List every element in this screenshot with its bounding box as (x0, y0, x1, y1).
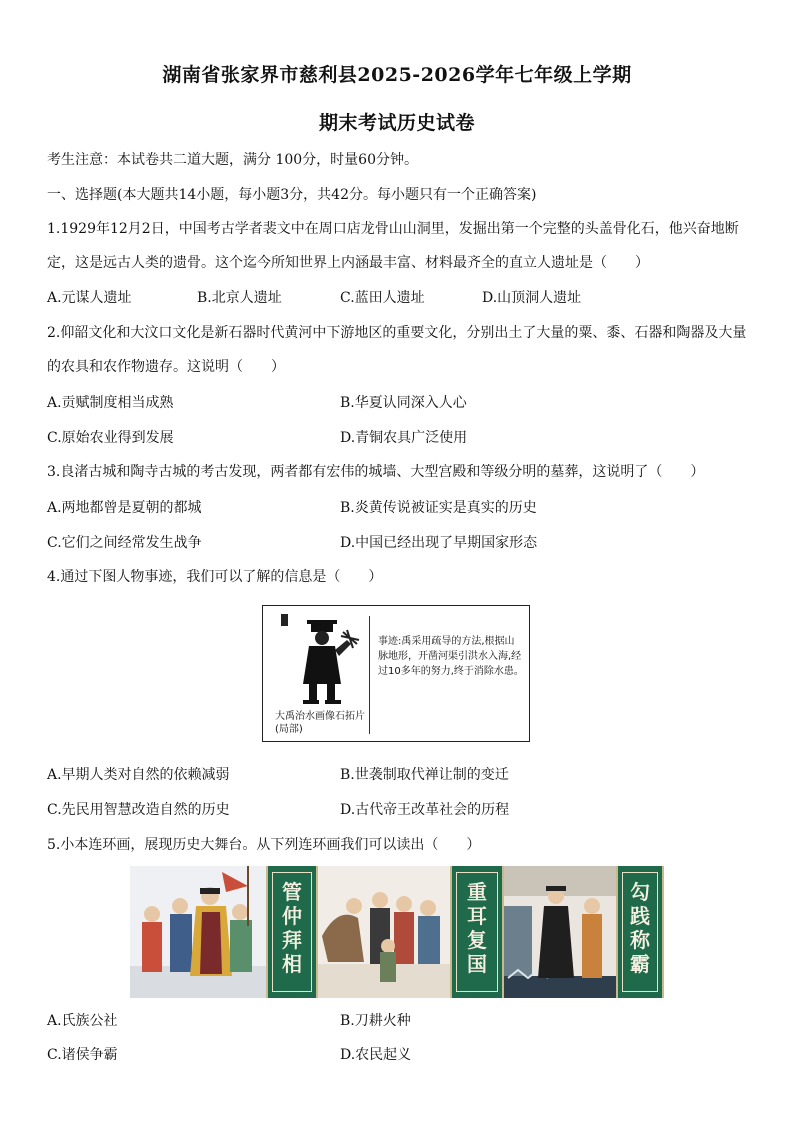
question-2-option-b[interactable]: B.华夏认同深入人心 (340, 395, 467, 411)
question-5-stem: 5.小本连环画，展现历史大舞台。从下列连环画我们可以读出（ ） (47, 837, 481, 853)
question-1-option-d[interactable]: D.山顶洞人遗址 (482, 290, 582, 306)
section-heading: 一、选择题(本大题共14小题，每小题3分，共42分。每小题只有一个正确答案) (47, 187, 537, 203)
comic-panel-3-image (504, 866, 616, 998)
question-5-option-c[interactable]: C.诸侯争霸 (47, 1047, 118, 1063)
comic-banner-3 (616, 866, 664, 998)
dayu-figure-caption: 大禹治水画像石拓片(局部) (275, 711, 365, 735)
comic-strip-figure (130, 866, 664, 998)
question-4-option-d[interactable]: D.古代帝王改革社会的历程 (340, 802, 510, 818)
question-5-option-b[interactable]: B.刀耕火种 (340, 1013, 411, 1029)
question-4-option-a[interactable]: A.早期人类对自然的依赖减弱 (47, 767, 230, 783)
question-4-stem: 4.通过下图人物事迹，我们可以了解的信息是（ ） (47, 569, 383, 585)
question-2-option-d[interactable]: D.青铜农具广泛使用 (340, 430, 468, 446)
comic-banner-2-text: 重耳复国 (467, 880, 487, 976)
question-2-option-c[interactable]: C.原始农业得到发展 (47, 430, 174, 446)
comic-panel-1-image (130, 866, 266, 998)
question-2-stem-line2: 的农具和农作物遗存。这说明（ ） (47, 359, 285, 375)
question-4-option-c[interactable]: C.先民用智慧改造自然的历史 (47, 802, 230, 818)
question-1-stem-line2: 定，这是远古人类的遗骨。这个迄今所知世界上内涵最丰富、材料最齐全的直立人遗址是（ ） (47, 255, 649, 271)
question-1-option-a[interactable]: A.元谋人遗址 (47, 290, 132, 306)
exam-notice: 考生注意：本试卷共二道大题，满分 100分，时量60分钟。 (47, 152, 418, 168)
comic-banner-3-text: 勾践称霸 (630, 880, 650, 976)
dayu-figure-box (262, 605, 530, 742)
comic-banner-2 (450, 866, 504, 998)
question-1-stem-line1: 1.1929年12月2日，中国考古学者裴文中在周口店龙骨山山洞里，发掘出第一个完整的头盖骨化石，他兴奋地断 (47, 221, 739, 237)
question-4-option-b[interactable]: B.世袭制取代禅让制的变迁 (340, 767, 509, 783)
dayu-figure-story: 事迹:禹采用疏导的方法,根据山脉地形，开凿河渠引洪水入海,经过10多年的努力,终于消除水患。 (378, 636, 524, 677)
question-2-stem-line1: 2.仰韶文化和大汶口文化是新石器时代黄河中下游地区的重要文化，分别出土了大量的粟、黍、石器和陶器及大量 (47, 325, 747, 341)
question-3-option-b[interactable]: B.炎黄传说被证实是真实的历史 (340, 500, 537, 516)
comic-panel-2-image (318, 866, 450, 998)
comic-banner-1-text: 管仲拜相 (282, 880, 302, 976)
question-1-option-b[interactable]: B.北京人遗址 (197, 290, 282, 306)
exam-title-line2: 期末考试历史试卷 (318, 112, 475, 134)
question-5-option-d[interactable]: D.农民起义 (340, 1047, 412, 1063)
question-3-option-c[interactable]: C.它们之间经常发生战争 (47, 535, 202, 551)
comic-banner-1 (266, 866, 318, 998)
dayu-figure-icon (281, 614, 361, 706)
question-2-option-a[interactable]: A.贡赋制度相当成熟 (47, 395, 174, 411)
question-3-stem: 3.良渚古城和陶寺古城的考古发现，两者都有宏伟的城墙、大型宫殿和等级分明的墓葬，这说明了（ ） (47, 464, 705, 480)
question-5-option-a[interactable]: A.氏族公社 (47, 1013, 118, 1029)
question-3-option-a[interactable]: A.两地都曾是夏朝的都城 (47, 500, 202, 516)
exam-title-line1: 湖南省张家界市慈利县2025-2026学年七年级上学期 (162, 64, 632, 86)
question-3-option-d[interactable]: D.中国已经出现了早期国家形态 (340, 535, 538, 551)
question-1-option-c[interactable]: C.蓝田人遗址 (340, 290, 425, 306)
